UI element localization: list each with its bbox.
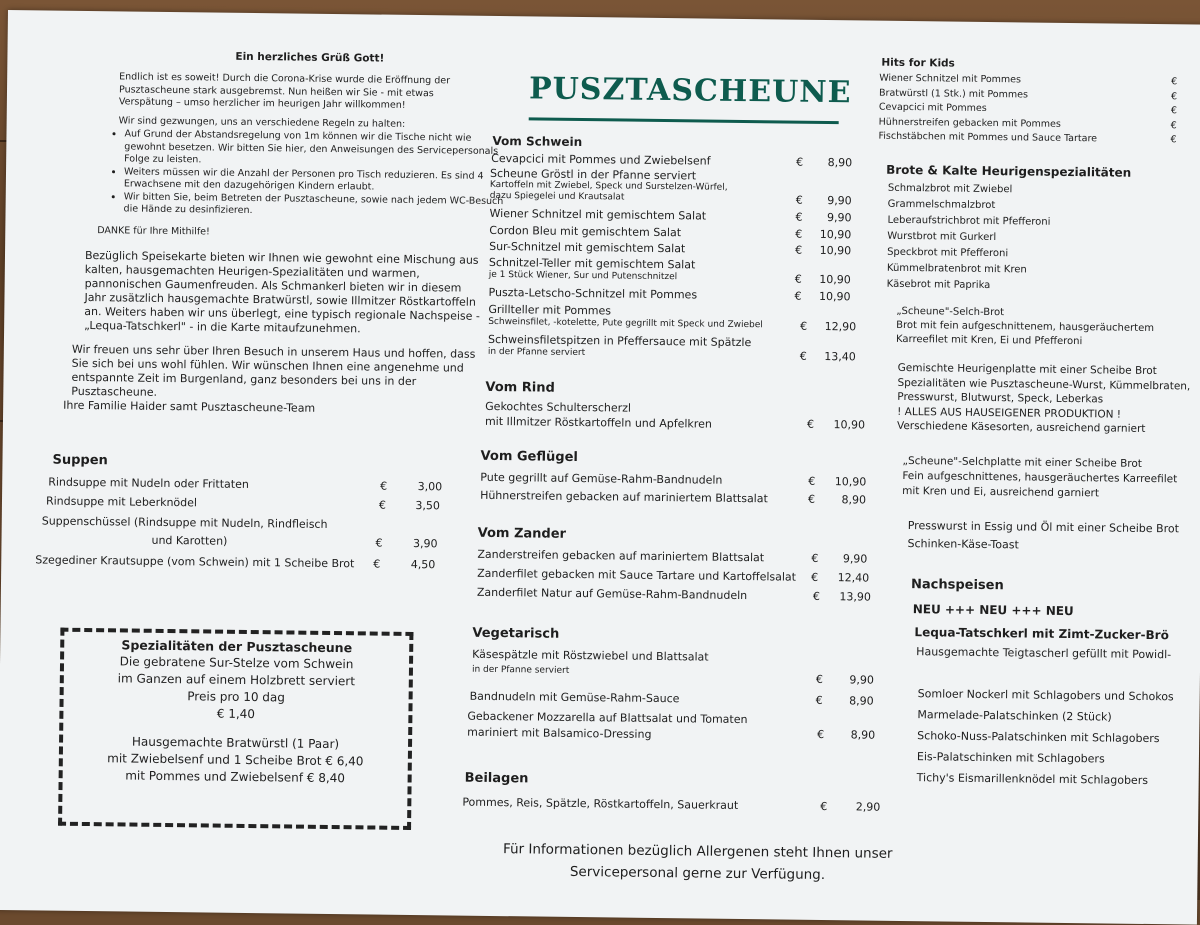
currency: € [795, 193, 803, 207]
new-banner: NEU +++ NEU +++ NEU [912, 602, 1074, 619]
menu-item-price: 8,90 [850, 728, 876, 742]
menu-item-name: Zanderstreifen gebacken auf mariniertem Blattsalat [477, 547, 765, 565]
currency: € [795, 210, 803, 224]
section-title-zander: Vom Zander [477, 525, 567, 542]
menu-item-price: 9,90 [826, 211, 852, 225]
brand-logo: PUSZTASCHEUNE [528, 71, 852, 111]
menu-item-name: Käsespätzle mit Röstzwiebel und Blattsalat [472, 647, 709, 664]
currency: € [815, 693, 823, 708]
menu-item-name: Schnitzel-Teller mit gemischtem Salat [488, 255, 696, 272]
rule-item: • Weiters müssen wir die Anzahl der Personen pro Tisch reduzieren. Es sind 4 Erwachsene mit den dazugehörigen Kindern erlaubt. [124, 166, 504, 196]
selchplatte-line: mit Kren und Ei, ausreichend garniert [902, 484, 1100, 500]
intro-p1: Endlich ist es soweit! Durch die Corona-Krise wurde die Eröffnung der Pusztascheune stark ausgebremst. Nun heißen wir Sie - mit etwas Verspätung – umso herzlicher im heurigen Jahr willkommen! [118, 71, 451, 111]
intro-title: Ein herzliches Grüß Gott! [235, 50, 385, 65]
heurigenplatte-block [897, 361, 1191, 437]
currency: € [812, 589, 820, 603]
currency: € [1171, 76, 1178, 88]
currency: € [794, 289, 802, 303]
menu-item-price: 10,90 [819, 227, 852, 242]
brote-list [887, 181, 1051, 295]
menu-item-desc: in der Pfanne serviert [471, 664, 570, 676]
dessert-item: Somloer Nockerl mit Schlagobers und Schokos [917, 687, 1174, 704]
selch-brot-line: Brot mit fein aufgeschnittenem, hausgeräuchertem [896, 319, 1155, 335]
heurigenplatte-line: Presswurst, Blutwurst, Speck, Leberkas [897, 390, 1104, 406]
section-title-gefluegel: Vom Geflügel [480, 448, 578, 465]
currency: € [795, 243, 803, 257]
specialties-line: mit Zwiebelsenf und 1 Scheibe Brot € 6,40 [107, 751, 364, 769]
currency: € [800, 319, 808, 333]
menu-sheet [0, 10, 1200, 925]
heurigenplatte-line: Gemischte Heurigenplatte mit einer Scheibe Brot [897, 361, 1157, 378]
menu-item-desc: Kartoffeln mit Zwiebel, Speck und Surstelzen-Würfel, [489, 179, 728, 193]
menu-item-price: 8,90 [827, 156, 853, 170]
currency: € [1170, 105, 1177, 117]
currency: € [811, 551, 819, 565]
dessert-item: Tichy's Eismarillenknödel mit Schlagobers [916, 771, 1149, 787]
selch-brot-line: „Scheune"-Selch-Brot [896, 305, 1005, 319]
brote-item: Käsebrot mit Paprika [886, 278, 991, 292]
dessert-list [917, 683, 1174, 791]
section-title-suppen: Suppen [52, 452, 108, 469]
currency: € [1170, 134, 1177, 146]
currency: € [808, 492, 816, 506]
menu-item-price: 8,90 [849, 694, 874, 708]
specialties-line: im Ganzen auf einem Holzbrett serviert [117, 671, 356, 689]
currency: € [795, 227, 803, 241]
currency: € [811, 570, 819, 584]
menu-item-price: 2,90 [855, 800, 881, 814]
menu-item-name: Cevapcici mit Pommes und Zwiebelsenf [491, 151, 711, 168]
menu-item-name: Cordon Bleu mit gemischtem Salat [489, 223, 682, 240]
menu-item-name: Szegediner Krautsuppe (vom Schwein) mit 1 Scheibe Brot [35, 553, 355, 571]
menu-item-name: Rindsuppe mit Nudeln oder Frittaten [48, 475, 249, 491]
menu-item-name: Gebackener Mozzarella auf Blattsalat und Tomaten [467, 709, 748, 727]
menu-item-name: Bandnudeln mit Gemüse-Rahm-Sauce [469, 689, 680, 706]
currency: € [820, 799, 828, 814]
selch-brot-block [896, 305, 1154, 350]
menu-item-desc: je 1 Stück Wiener, Sur und Putenschnitzel [488, 269, 678, 283]
allergen-note-line: Servicepersonal gerne zur Verfügung. [569, 863, 826, 884]
lequa-item: Lequa-Tatschkerl mit Zimt-Zucker-Brö [914, 625, 1169, 643]
menu-item-desc: in der Pfanne serviert [487, 346, 586, 359]
currency: € [380, 479, 388, 493]
allergen-note-line: Für Informationen bezüglich Allergenen steht Ihnen unser [502, 841, 893, 862]
brote-item: Grammelschmalzbrot [887, 198, 996, 212]
menu-item-name-cont: und Karotten) [151, 533, 228, 548]
kids-item: Bratwürstl (1 Stk.) mit Pommes [878, 87, 1029, 100]
menu-item-name: Suppenschüssel (Rindsuppe mit Nudeln, Rindfleisch [41, 514, 328, 531]
selch-brot-line: Karreefilet mit Kren, Ei und Pfefferoni [895, 333, 1083, 348]
menu-item-price: 12,40 [837, 571, 870, 585]
intro-p3: Bezüglich Speisekarte bieten wir Ihnen wie gewohnt eine Mischung aus kalten, hausgemachten Heurigen-Spezialitäten und warmen, pannonischen Gaumenfreuden. Als Schmankerl bieten wir in diesem Jahr zusätzlich hausgemachte Bratwürstl, sowie Illmitzer Röstkartoffeln an. Weiters haben wir uns überlegt, eine typisch regionale Nachspeise - „Lequa-Tatschkerl" - in die Karte mitaufzunehmen. [84, 248, 481, 336]
menu-item-price: 10,90 [818, 289, 851, 304]
menu-item-price: 13,90 [839, 590, 871, 604]
menu-item-price: 9,90 [827, 194, 852, 208]
menu-item-name-cont: mariniert mit Balsamico-Dressing [467, 725, 652, 741]
brote-item: Schmalzbrot mit Zwiebel [887, 182, 1013, 196]
dessert-item: Marmelade-Palatschinken (2 Stück) [917, 708, 1112, 724]
currency: € [1170, 119, 1177, 131]
kids-currency-col [1170, 75, 1177, 148]
menu-item-name: Schweinsfiletspitzen in Pfeffersauce mit Spätzle [487, 332, 752, 350]
menu-item-name: Scheune Gröstl in der Pfanne serviert [489, 166, 697, 183]
menu-item-name: Grillteller mit Pommes [488, 302, 612, 318]
heurigenplatte-line: ! ALLES AUS HAUSEIGENER PRODUKTION ! [897, 405, 1122, 421]
section-title-kids: Hits for Kids [881, 56, 955, 70]
currency: € [808, 474, 816, 488]
menu-item-price: 8,90 [841, 493, 867, 507]
menu-item-price: 9,90 [842, 552, 868, 566]
logo-underline [529, 117, 839, 124]
rules-list [105, 128, 504, 220]
brote-item: Speckbrot mit Pfefferoni [887, 246, 1009, 260]
brote-item: Kümmelbratenbrot mit Kren [886, 262, 1027, 276]
specialties-line: mit Pommes und Zwiebelsenf € 8,40 [125, 768, 346, 786]
menu-item-desc: Schweinsfilet, -kotelette, Pute gegrillt mit Speck und Zwiebel [488, 316, 763, 331]
section-title-vegetarisch: Vegetarisch [472, 625, 560, 642]
kids-item: Cevapcici mit Pommes [878, 101, 987, 114]
rule-item: • Wir bitten Sie, beim Betreten der Pusztascheune, sowie nach jedem WC-Besuch die Hände zu desinfizieren. [123, 191, 503, 221]
currency: € [806, 417, 815, 431]
specialties-box [58, 628, 413, 830]
currency: € [817, 727, 825, 742]
currency: € [799, 349, 807, 363]
menu-item-name: Zanderfilet Natur auf Gemüse-Rahm-Bandnudeln [476, 585, 748, 603]
menu-item-price: 10,90 [819, 243, 852, 258]
kids-item: Fischstäbchen mit Pommes und Sauce Tartare [878, 130, 1098, 145]
allergen-note [477, 838, 918, 887]
currency: € [794, 272, 802, 286]
currency: € [815, 672, 823, 687]
menu-item-price: 4,50 [410, 557, 436, 572]
dessert-item: Schoko-Nuss-Palatschinken mit Schlagobers [917, 729, 1160, 746]
heurigenplatte-line: Spezialitäten wie Pusztascheune-Wurst, Kümmelbraten, [897, 376, 1191, 392]
currency: € [1170, 90, 1178, 102]
intro-p2: Wir sind gezwungen, uns an verschiedene Regeln zu halten: [118, 115, 406, 130]
menu-item-name: Puszta-Letscho-Schnitzel mit Pommes [488, 285, 698, 302]
section-title-nachspeisen: Nachspeisen [910, 577, 1004, 594]
section-title-rind: Vom Rind [485, 379, 555, 396]
menu-item-price: 3,00 [417, 480, 443, 494]
menu-item-price: 3,90 [412, 536, 438, 551]
menu-item-price: 3,50 [415, 499, 441, 513]
heurigenplatte-line: Verschiedene Käsesorten, ausreichend garniert [896, 419, 1146, 435]
extra-item: Schinken-Käse-Toast [907, 537, 1019, 552]
currency: € [373, 557, 381, 571]
specialties-line: Die gebratene Sur-Stelze vom Schwein [119, 654, 354, 672]
kids-item: Wiener Schnitzel mit Pommes [879, 72, 1022, 86]
menu-item-price: 13,40 [824, 349, 856, 364]
menu-item-name: Pute gegrillt auf Gemüse-Rahm-Bandnudeln [480, 470, 723, 487]
menu-item-name: Wiener Schnitzel mit gemischtem Salat [489, 206, 707, 223]
specialties-line: Preis pro 10 dag [187, 689, 286, 705]
currency: € [375, 536, 383, 550]
menu-item-name: Hühnerstreifen gebacken auf mariniertem Blattsalat [480, 488, 768, 506]
menu-item-name: Sur-Schnitzel mit gemischtem Salat [489, 239, 686, 256]
selchplatte-line: Fein aufgeschnittenes, hausgeräuchertes Karreefilet [902, 469, 1178, 486]
selchplatte-line: „Scheune"-Selchplatte mit einer Scheibe Brot [902, 454, 1143, 470]
menu-item-name-cont: mit Illmitzer Röstkartoffeln und Apfelkren [484, 414, 712, 431]
kids-item: Hühnerstreifen gebacken mit Pommes [878, 116, 1061, 130]
menu-item-name: Zanderfilet gebacken mit Sauce Tartare und Kartoffelsalat [477, 566, 797, 584]
menu-item-price: 10,90 [833, 418, 866, 432]
lequa-desc: Hausgemachte Teigtascherl gefüllt mit Powidl- [916, 645, 1172, 662]
specialties-title: Spezialitäten der Pusztascheune [121, 637, 353, 656]
extra-item: Presswurst in Essig und Öl mit einer Scheibe Brot [907, 519, 1180, 536]
intro-thanks: DANKE für Ihre Mithilfe! [97, 225, 210, 238]
menu-item-price: 10,90 [834, 475, 867, 489]
intro-sign: Ihre Familie Haider samt Pusztascheune-Team [63, 398, 316, 415]
dessert-item: Eis-Palatschinken mit Schlagobers [916, 750, 1105, 766]
brote-item: Leberaufstrichbrot mit Pfefferoni [887, 214, 1051, 228]
section-title-beilagen: Beilagen [464, 770, 529, 787]
rule-item: • Auf Grund der Abstandsregelung von 1m können wir die Tische nicht wie gewohnt besetzen. Wir bitten Sie hier, den Anweisungen des Servicepersonals Folge zu leisten. [124, 128, 504, 170]
menu-item-name: Rindsuppe mit Leberknödel [45, 494, 198, 510]
section-title-brote: Brote & Kalte Heurigenspezialitäten [886, 162, 1132, 180]
kids-list [878, 72, 1179, 148]
menu-item-price: 9,90 [849, 673, 874, 687]
currency: € [378, 498, 387, 512]
currency: € [796, 155, 804, 169]
menu-item-price: 10,90 [819, 272, 851, 287]
specialties-line: Hausgemachte Bratwürstl (1 Paar) [131, 734, 340, 752]
menu-item-name: Pommes, Reis, Spätzle, Röstkartoffeln, Sauerkraut [462, 795, 739, 812]
specialties-price: € 1,40 [216, 706, 256, 722]
menu-item-name: Gekochtes Schulterscherzl [485, 399, 632, 415]
extra-block [907, 517, 1179, 556]
intro-p4: Wir freuen uns sehr über Ihren Besuch in unserem Haus und hoffen, dass Sie sich bei uns wohl fühlen. Wir wünschen Ihnen eine angenehme und entspannte Zeit im Burgenland, ganz besonders bei uns in der Pusztascheune. [71, 342, 476, 399]
brote-item: Wurstbrot mit Gurkerl [887, 230, 997, 244]
selchplatte-block [902, 454, 1177, 502]
menu-item-price: 12,90 [824, 320, 857, 334]
menu-item-desc: dazu Spiegelei und Krautsalat [489, 190, 625, 203]
section-title-schwein: Vom Schwein [492, 133, 583, 150]
